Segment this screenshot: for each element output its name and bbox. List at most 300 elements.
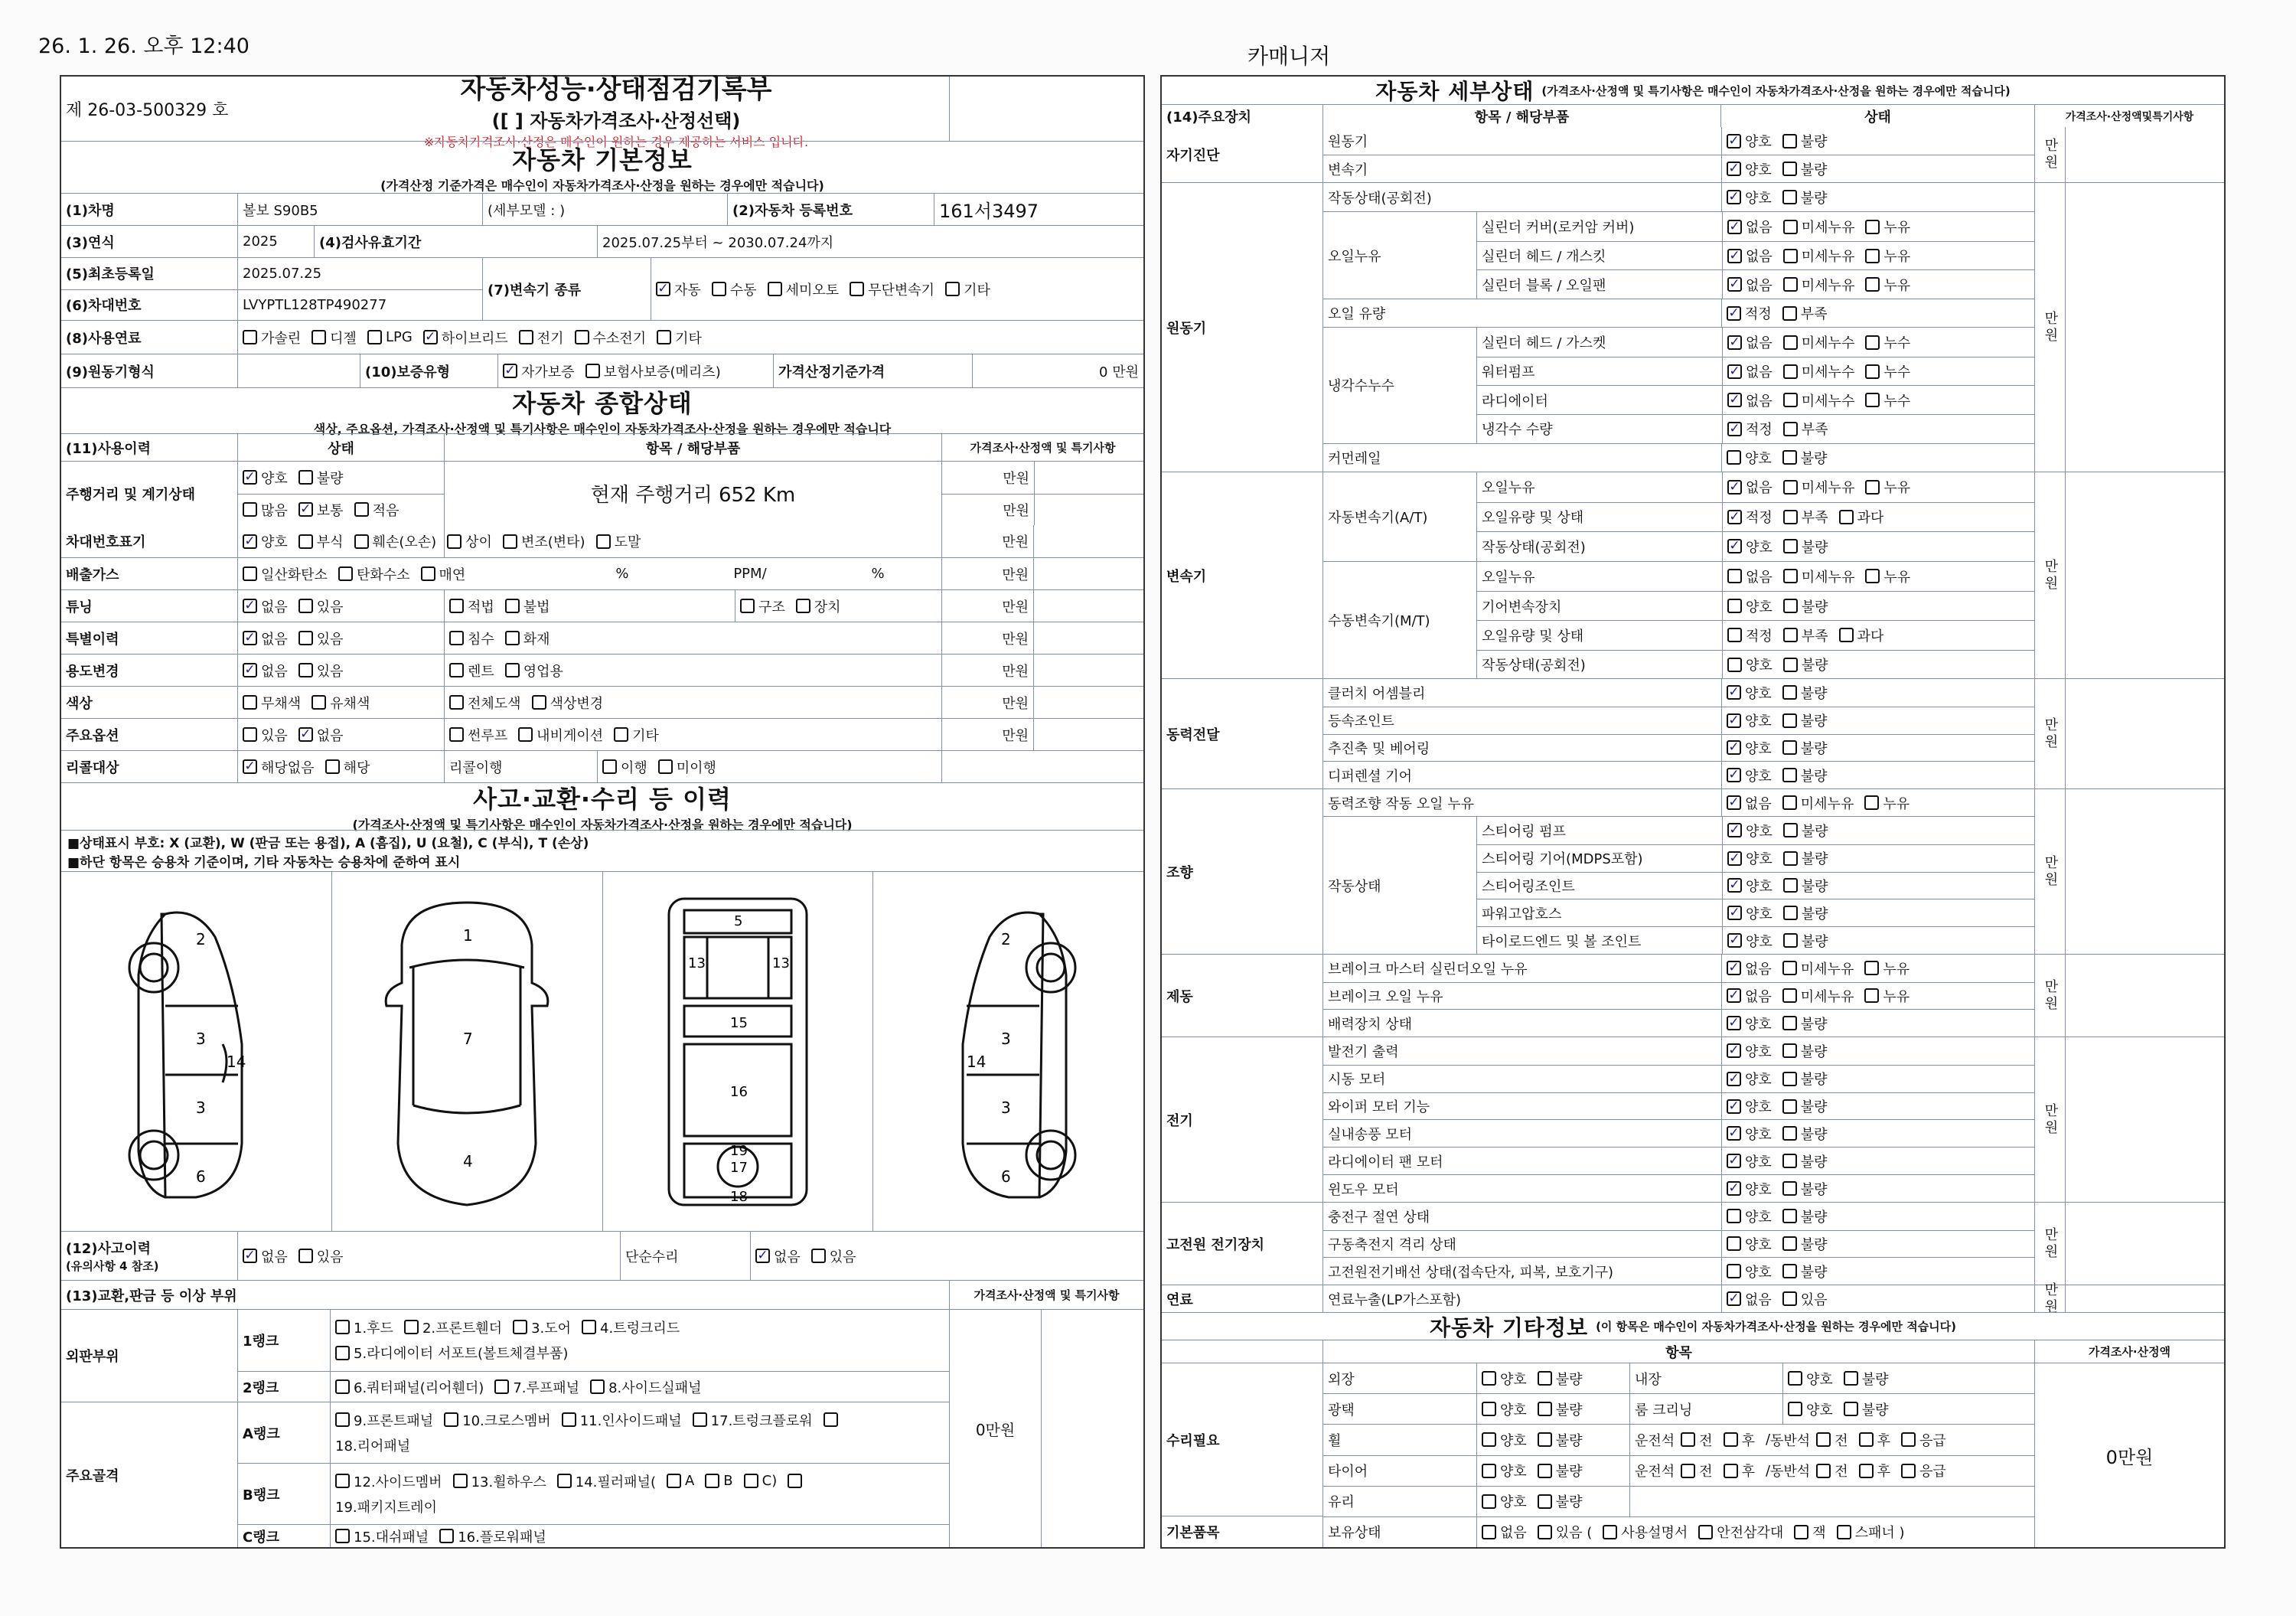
state-checkbox[interactable] <box>1727 1069 1772 1089</box>
pos-checkbox[interactable] <box>1681 1461 1712 1481</box>
state-checkbox[interactable] <box>1844 1399 1889 1419</box>
state-checkbox[interactable] <box>1865 361 1910 381</box>
checkbox-label: 13.휠하우스 <box>471 1474 546 1490</box>
state-checkbox[interactable] <box>1782 793 1854 813</box>
opt-checkbox[interactable] <box>518 725 603 745</box>
checkbox-label: 후 <box>1877 1432 1890 1449</box>
opt-checkbox[interactable] <box>298 725 344 745</box>
opt-checkbox[interactable] <box>243 693 301 713</box>
state-checkbox[interactable] <box>1782 1041 1828 1061</box>
state-checkbox[interactable] <box>1538 1399 1583 1419</box>
opt-checkbox[interactable] <box>243 596 288 616</box>
state-checkbox[interactable] <box>1783 655 1828 674</box>
simple-repair-checkbox[interactable] <box>755 1246 801 1266</box>
own-checkbox[interactable] <box>1837 1522 1905 1542</box>
checkbox-icon <box>311 695 326 710</box>
state-checkbox[interactable] <box>1727 710 1772 730</box>
checkbox-label: 없음 <box>261 599 288 615</box>
part-checkbox[interactable] <box>693 1410 813 1430</box>
checkbox-label: 미세누수 <box>1801 335 1855 352</box>
checkbox-label: 양호 <box>1745 1072 1772 1089</box>
recall-options <box>237 751 444 782</box>
recall-label: 리콜대상 <box>66 759 119 776</box>
state-checkbox[interactable] <box>1482 1369 1527 1389</box>
state-checkbox[interactable] <box>1864 793 1910 813</box>
mileage-checkbox[interactable] <box>298 500 344 520</box>
state-checkbox[interactable] <box>1865 477 1910 497</box>
part-checkbox[interactable] <box>444 1410 551 1430</box>
state-checkbox[interactable] <box>1782 131 1828 151</box>
pos-checkbox[interactable] <box>1859 1430 1890 1450</box>
trans-checkbox[interactable] <box>945 279 990 299</box>
opt-checkbox[interactable] <box>505 596 550 616</box>
state-checkbox[interactable] <box>1727 876 1773 896</box>
state-checkbox[interactable] <box>1727 448 1772 468</box>
checkbox-icon <box>1865 277 1880 292</box>
state-checkbox[interactable] <box>1865 390 1910 410</box>
state-checkbox[interactable] <box>1783 931 1828 951</box>
checkbox-icon <box>1864 988 1879 1003</box>
part-checkbox[interactable] <box>513 1317 571 1337</box>
fuel-checkbox[interactable] <box>243 328 301 348</box>
checkbox-label: 양호 <box>1746 539 1773 556</box>
state-checkbox[interactable] <box>1727 1179 1772 1199</box>
checkbox-label: 불량 <box>1800 1209 1828 1226</box>
state-checkbox[interactable] <box>1782 188 1828 207</box>
state-checkbox[interactable] <box>1727 655 1773 674</box>
state-checkbox[interactable] <box>1783 596 1828 616</box>
car-diagram <box>61 871 1143 1231</box>
part-checkbox[interactable] <box>705 1473 732 1489</box>
state-checkbox[interactable] <box>1727 303 1772 323</box>
checkbox-icon <box>1864 795 1879 810</box>
checkbox-label: 기타 <box>964 282 990 299</box>
opt-checkbox[interactable] <box>311 693 370 713</box>
checkbox-label: 적정 <box>1745 306 1772 323</box>
state-checkbox[interactable] <box>1727 1151 1772 1171</box>
checkbox-icon <box>1482 1494 1496 1509</box>
part-checkbox[interactable] <box>582 1317 680 1337</box>
part-checkbox[interactable] <box>335 1471 442 1491</box>
state-checkbox[interactable] <box>1782 1096 1828 1116</box>
checkbox-label: 양호 <box>1500 1464 1527 1481</box>
trans-checkbox[interactable] <box>712 279 757 299</box>
state-checkbox[interactable] <box>1482 1399 1527 1419</box>
state-checkbox[interactable] <box>1727 766 1772 785</box>
state-checkbox[interactable] <box>1783 246 1855 266</box>
checkbox-icon <box>557 1474 572 1488</box>
state-checkbox[interactable] <box>1783 821 1828 841</box>
other-row: 보유상태 없음 있음 ( 사용설명서 안전삼각대 잭 스패너 ) <box>1323 1516 2034 1547</box>
recall-perf-checkbox[interactable] <box>658 757 716 777</box>
part-checkbox[interactable] <box>823 1412 842 1427</box>
state-checkbox[interactable] <box>1783 625 1828 645</box>
state-checkbox[interactable] <box>1865 332 1910 352</box>
state-checkbox[interactable] <box>1727 821 1773 841</box>
opt-checkbox[interactable] <box>449 693 521 713</box>
mileage-checkbox[interactable] <box>243 500 288 520</box>
parts-label: (13)교환,판금 등 이상 부위 <box>66 1288 237 1304</box>
opt-checkbox[interactable] <box>298 661 344 681</box>
state-checkbox[interactable] <box>1538 1369 1583 1389</box>
opt-checkbox[interactable] <box>243 564 328 584</box>
state-checkbox[interactable] <box>1844 1369 1889 1389</box>
state-checkbox[interactable] <box>1782 1206 1828 1226</box>
state-checkbox[interactable] <box>1727 596 1773 616</box>
opt-checkbox[interactable] <box>298 531 344 551</box>
rank-label: 1랭크 <box>243 1334 279 1350</box>
checkbox-icon: ✓ <box>1727 851 1742 866</box>
state-checkbox[interactable] <box>1727 738 1772 758</box>
state-checkbox[interactable] <box>1727 390 1773 410</box>
part-checkbox[interactable] <box>404 1317 502 1337</box>
svg-text:14: 14 <box>227 1052 246 1071</box>
state-checkbox[interactable] <box>1782 303 1828 323</box>
state-checkbox[interactable] <box>1782 1179 1828 1199</box>
detail-part: 오일누유 <box>1482 480 1535 497</box>
state-checkbox[interactable] <box>1782 986 1854 1006</box>
part-checkbox[interactable] <box>335 1343 568 1363</box>
state-checkbox[interactable] <box>1727 507 1773 527</box>
checkbox-icon <box>439 1529 454 1543</box>
state-checkbox[interactable] <box>1783 419 1828 439</box>
opt-checkbox[interactable] <box>614 725 659 745</box>
checkbox-label: 자가보증 <box>521 364 575 380</box>
part-checkbox[interactable] <box>788 1474 806 1488</box>
pos-checkbox[interactable] <box>1724 1430 1755 1450</box>
state-checkbox[interactable] <box>1839 625 1884 645</box>
pos-checkbox[interactable] <box>1859 1461 1890 1481</box>
pillar-checkbox[interactable]: 14.필러패널( <box>557 1471 656 1491</box>
state-checkbox[interactable] <box>1727 903 1773 923</box>
opt-checkbox[interactable] <box>449 596 494 616</box>
opt-checkbox[interactable] <box>449 628 494 648</box>
state-checkbox[interactable] <box>1727 361 1773 381</box>
part-checkbox[interactable] <box>453 1471 546 1491</box>
state-checkbox[interactable] <box>1782 1151 1828 1171</box>
state-checkbox[interactable] <box>1727 477 1773 497</box>
recall-checkbox[interactable] <box>325 757 370 777</box>
opt-checkbox[interactable] <box>449 725 507 745</box>
state-checkbox[interactable] <box>1727 986 1772 1006</box>
checkbox-icon: ✓ <box>1727 539 1742 553</box>
checkbox-icon: ✓ <box>1727 480 1742 495</box>
checkbox-icon: ✓ <box>1727 422 1742 436</box>
state-checkbox[interactable] <box>1788 1399 1833 1419</box>
checkbox-icon <box>1837 1525 1851 1539</box>
state-checkbox[interactable] <box>1727 958 1772 978</box>
checkbox-icon <box>1788 1371 1802 1386</box>
pos-checkbox[interactable] <box>1901 1430 1946 1450</box>
fuel-checkbox[interactable] <box>575 328 647 348</box>
checkbox-label: 불량 <box>1800 740 1828 757</box>
state-checkbox[interactable] <box>1783 507 1828 527</box>
state-checkbox[interactable] <box>1727 931 1773 951</box>
checkbox-label: 전 <box>1699 1432 1713 1449</box>
checkbox-label: 보험사보증(메리츠) <box>603 364 721 380</box>
fuel-checkbox[interactable] <box>423 328 508 348</box>
svg-text:7: 7 <box>463 1029 473 1048</box>
checkbox-icon: ✓ <box>243 534 257 549</box>
pos-checkbox[interactable] <box>1681 1430 1712 1450</box>
detail-group <box>1162 1037 2224 1202</box>
own-checkbox[interactable] <box>1794 1522 1825 1542</box>
part-checkbox[interactable] <box>335 1377 484 1397</box>
svg-text:6: 6 <box>196 1167 207 1186</box>
opt-checkbox[interactable] <box>298 596 344 616</box>
checkbox-label: 양호 <box>1745 740 1772 757</box>
opt-checkbox[interactable] <box>421 564 466 584</box>
pos-checkbox[interactable] <box>1901 1461 1946 1481</box>
checkbox-label: 유채색 <box>330 695 370 712</box>
opt-checkbox[interactable] <box>243 661 288 681</box>
state-checkbox[interactable] <box>1727 275 1773 295</box>
opt-checkbox[interactable] <box>338 564 410 584</box>
checkbox-icon <box>1782 713 1797 728</box>
checkbox-label: 양호 <box>1500 1371 1527 1388</box>
overall-row <box>61 622 1143 654</box>
state-checkbox[interactable] <box>1538 1491 1583 1511</box>
part-checkbox[interactable] <box>335 1410 433 1430</box>
opt-checkbox[interactable] <box>740 596 785 616</box>
mileage-checkbox[interactable] <box>298 468 344 488</box>
state-checkbox[interactable] <box>1482 1491 1527 1511</box>
checkbox-label: 없음 <box>1746 364 1773 381</box>
part-checkbox[interactable] <box>335 1317 393 1337</box>
state-checkbox[interactable] <box>1727 793 1772 813</box>
state-checkbox[interactable] <box>1783 332 1855 352</box>
device-label: 동력전달 <box>1166 726 1220 743</box>
device-label: 변속기 <box>1166 568 1207 585</box>
checkbox-label: 일산화탄소 <box>261 566 328 583</box>
state-checkbox[interactable] <box>1782 710 1828 730</box>
pos-checkbox[interactable] <box>1724 1461 1755 1481</box>
state-checkbox[interactable] <box>1782 1124 1828 1144</box>
state-checkbox[interactable] <box>1865 246 1910 266</box>
state-checkbox[interactable] <box>1727 683 1772 703</box>
checkbox-label: 양호 <box>1745 1209 1772 1226</box>
detail-item: 브레이크 오일 누유 <box>1328 988 1443 1005</box>
state-checkbox[interactable] <box>1865 275 1910 295</box>
state-checkbox[interactable] <box>1727 332 1773 352</box>
recall-perf-checkbox[interactable] <box>602 757 647 777</box>
checkbox-icon <box>1865 393 1880 407</box>
opt-checkbox[interactable] <box>354 531 437 551</box>
state-checkbox[interactable] <box>1727 1124 1772 1144</box>
accident-history-checkbox[interactable] <box>243 1246 288 1266</box>
state-checkbox[interactable] <box>1727 1041 1772 1061</box>
trans-checkbox[interactable] <box>656 279 701 299</box>
state-checkbox[interactable] <box>1727 1014 1772 1033</box>
detail-part: 작동상태(공회전) <box>1482 658 1586 674</box>
checkbox-label: 없음 <box>316 727 344 744</box>
detail-group <box>1162 678 2224 788</box>
state-checkbox[interactable] <box>1782 159 1828 179</box>
state-checkbox[interactable] <box>1482 1461 1527 1481</box>
manwon-label: 만원 <box>2034 183 2065 472</box>
own-checkbox[interactable] <box>1482 1522 1527 1542</box>
fuel-checkbox[interactable] <box>311 328 357 348</box>
state-checkbox[interactable] <box>1727 131 1772 151</box>
trans-checkbox[interactable] <box>768 279 840 299</box>
checkbox-label: 장치 <box>814 599 841 615</box>
trans-checkbox[interactable] <box>850 279 934 299</box>
checkbox-label: 양호 <box>1745 768 1772 785</box>
doc-blank <box>949 77 1143 141</box>
state-checkbox[interactable] <box>1782 1234 1828 1254</box>
state-checkbox[interactable] <box>1727 1206 1772 1226</box>
state-checkbox[interactable] <box>1727 419 1773 439</box>
svg-text:1: 1 <box>463 926 473 945</box>
checkbox-icon <box>657 330 671 344</box>
state-checkbox[interactable] <box>1865 217 1910 237</box>
checkbox-icon <box>811 1249 826 1263</box>
checkbox-icon <box>338 566 353 581</box>
mileage-checkbox[interactable] <box>243 468 288 488</box>
checkbox-icon <box>1782 988 1797 1003</box>
state-checkbox[interactable] <box>1783 390 1855 410</box>
state-checkbox[interactable] <box>1783 903 1828 923</box>
part-checkbox[interactable] <box>335 1526 429 1546</box>
part-checkbox[interactable] <box>439 1526 546 1546</box>
part-checkbox[interactable] <box>667 1473 694 1489</box>
state-checkbox[interactable] <box>1538 1461 1583 1481</box>
own-checkbox[interactable] <box>1603 1522 1688 1542</box>
state-checkbox[interactable] <box>1782 1262 1828 1281</box>
warranty-options <box>497 354 773 387</box>
fuel-checkbox[interactable] <box>657 328 702 348</box>
state-checkbox[interactable] <box>1783 566 1855 586</box>
opt-checkbox[interactable] <box>243 531 288 551</box>
state-checkbox[interactable] <box>1727 1289 1772 1309</box>
part-checkbox[interactable] <box>562 1410 682 1430</box>
checkbox-label: 양호 <box>261 534 288 550</box>
detail-part: 기어변속장치 <box>1482 599 1562 615</box>
opt-checkbox[interactable] <box>796 596 841 616</box>
warranty-checkbox[interactable] <box>585 361 721 381</box>
outer-label: 외판부위 <box>66 1349 119 1365</box>
state-checkbox[interactable] <box>1783 477 1855 497</box>
svg-text:18: 18 <box>729 1188 748 1205</box>
pos-checkbox[interactable] <box>1816 1430 1848 1450</box>
own-checkbox[interactable] <box>1698 1522 1783 1542</box>
accident-history-checkbox[interactable] <box>298 1246 344 1266</box>
state-checkbox[interactable] <box>1782 1069 1828 1089</box>
own-checkbox[interactable] <box>1538 1522 1593 1542</box>
checkbox-label: 누수 <box>1883 393 1911 410</box>
state-checkbox[interactable] <box>1727 246 1773 266</box>
checkbox-label: 양호 <box>1745 713 1772 730</box>
opt-checkbox[interactable] <box>243 628 288 648</box>
state-checkbox[interactable] <box>1782 683 1828 703</box>
print-timestamp: 26. 1. 26. 오후 12:40 <box>38 34 249 58</box>
state-checkbox[interactable] <box>1482 1430 1527 1450</box>
state-checkbox[interactable] <box>1727 188 1772 207</box>
state-checkbox[interactable] <box>1783 848 1828 868</box>
state-checkbox[interactable] <box>1727 1234 1772 1254</box>
part-checkbox[interactable] <box>744 1473 778 1489</box>
state-checkbox[interactable] <box>1727 848 1773 868</box>
state-checkbox[interactable] <box>1788 1369 1833 1389</box>
recall-checkbox[interactable] <box>243 757 315 777</box>
state-checkbox[interactable] <box>1727 537 1773 557</box>
state-checkbox[interactable] <box>1783 361 1855 381</box>
checkbox-icon: ✓ <box>1727 768 1741 782</box>
state-checkbox[interactable] <box>1727 159 1772 179</box>
opt-checkbox[interactable] <box>505 628 550 648</box>
mileage-checkbox[interactable] <box>354 500 400 520</box>
opt-checkbox[interactable] <box>449 661 494 681</box>
state-checkbox[interactable] <box>1864 986 1910 1006</box>
checkbox-icon <box>1724 1464 1738 1478</box>
state-checkbox[interactable] <box>1782 1289 1828 1309</box>
checkbox-label: 불량 <box>1800 190 1828 207</box>
detail-item: 원동기 <box>1328 134 1368 150</box>
price-header: 가격조사·산정액 및 특기사항 <box>941 434 1143 461</box>
other-row: 휠 양호 불량 운전석 전 후 / 동반석 전 후 응급 <box>1323 1424 2034 1454</box>
warranty-checkbox[interactable] <box>503 361 575 381</box>
state-checkbox[interactable] <box>1782 448 1828 468</box>
legend-2: ■하단 항목은 승용차 기준이며, 기타 자동차는 승용차에 준하여 표시 <box>67 854 461 870</box>
hist-options <box>237 1232 620 1280</box>
part-checkbox[interactable] <box>494 1377 579 1397</box>
opt-checkbox[interactable] <box>298 628 344 648</box>
state-checkbox[interactable] <box>1727 566 1773 586</box>
checkbox-label: 불량 <box>1800 1016 1828 1033</box>
detail-sub: 자동변속기(A/T) <box>1328 509 1428 526</box>
checkbox-label: 양호 <box>1745 1154 1772 1170</box>
opt-checkbox[interactable] <box>243 725 288 745</box>
state-checkbox[interactable] <box>1783 876 1828 896</box>
state-checkbox[interactable] <box>1783 537 1828 557</box>
pos-checkbox[interactable] <box>1816 1461 1848 1481</box>
state-checkbox[interactable] <box>1538 1430 1583 1450</box>
checkbox-icon <box>1783 851 1798 866</box>
checkbox-label: 없음 <box>1746 220 1773 237</box>
state-checkbox[interactable] <box>1782 738 1828 758</box>
opt-checkbox[interactable] <box>532 693 604 713</box>
state-checkbox[interactable] <box>1782 1014 1828 1033</box>
state-checkbox[interactable] <box>1782 958 1854 978</box>
state-checkbox[interactable] <box>1727 1262 1772 1281</box>
checkbox-icon <box>1783 277 1798 292</box>
part-checkbox[interactable] <box>590 1377 702 1397</box>
checkbox-label: 불량 <box>1800 134 1828 150</box>
state-checkbox[interactable] <box>1783 275 1855 295</box>
state-checkbox[interactable] <box>1864 958 1910 978</box>
state-checkbox[interactable] <box>1727 625 1773 645</box>
state-header: 상태 <box>237 434 444 461</box>
state-checkbox[interactable] <box>1782 766 1828 785</box>
checkbox-icon <box>335 1320 350 1334</box>
checkbox-label: 무단변속기 <box>868 282 935 299</box>
svg-text:2: 2 <box>1000 929 1011 948</box>
state-checkbox[interactable] <box>1783 217 1855 237</box>
checkbox-icon <box>1783 823 1798 837</box>
fuel-checkbox[interactable] <box>519 328 564 348</box>
state-checkbox[interactable] <box>1727 1096 1772 1116</box>
checkbox-icon <box>335 1474 350 1488</box>
state-checkbox[interactable] <box>1839 507 1884 527</box>
checkbox-icon <box>1782 1043 1797 1058</box>
checkbox-label: 양호 <box>1746 851 1773 868</box>
state-checkbox[interactable] <box>1865 566 1910 586</box>
simple-repair-checkbox[interactable] <box>811 1246 856 1266</box>
opt-checkbox[interactable] <box>505 661 563 681</box>
state-checkbox[interactable] <box>1727 217 1773 237</box>
checkbox-label: 6.쿼터패널(리어휀더) <box>354 1379 484 1396</box>
fuel-checkbox[interactable] <box>367 329 413 345</box>
